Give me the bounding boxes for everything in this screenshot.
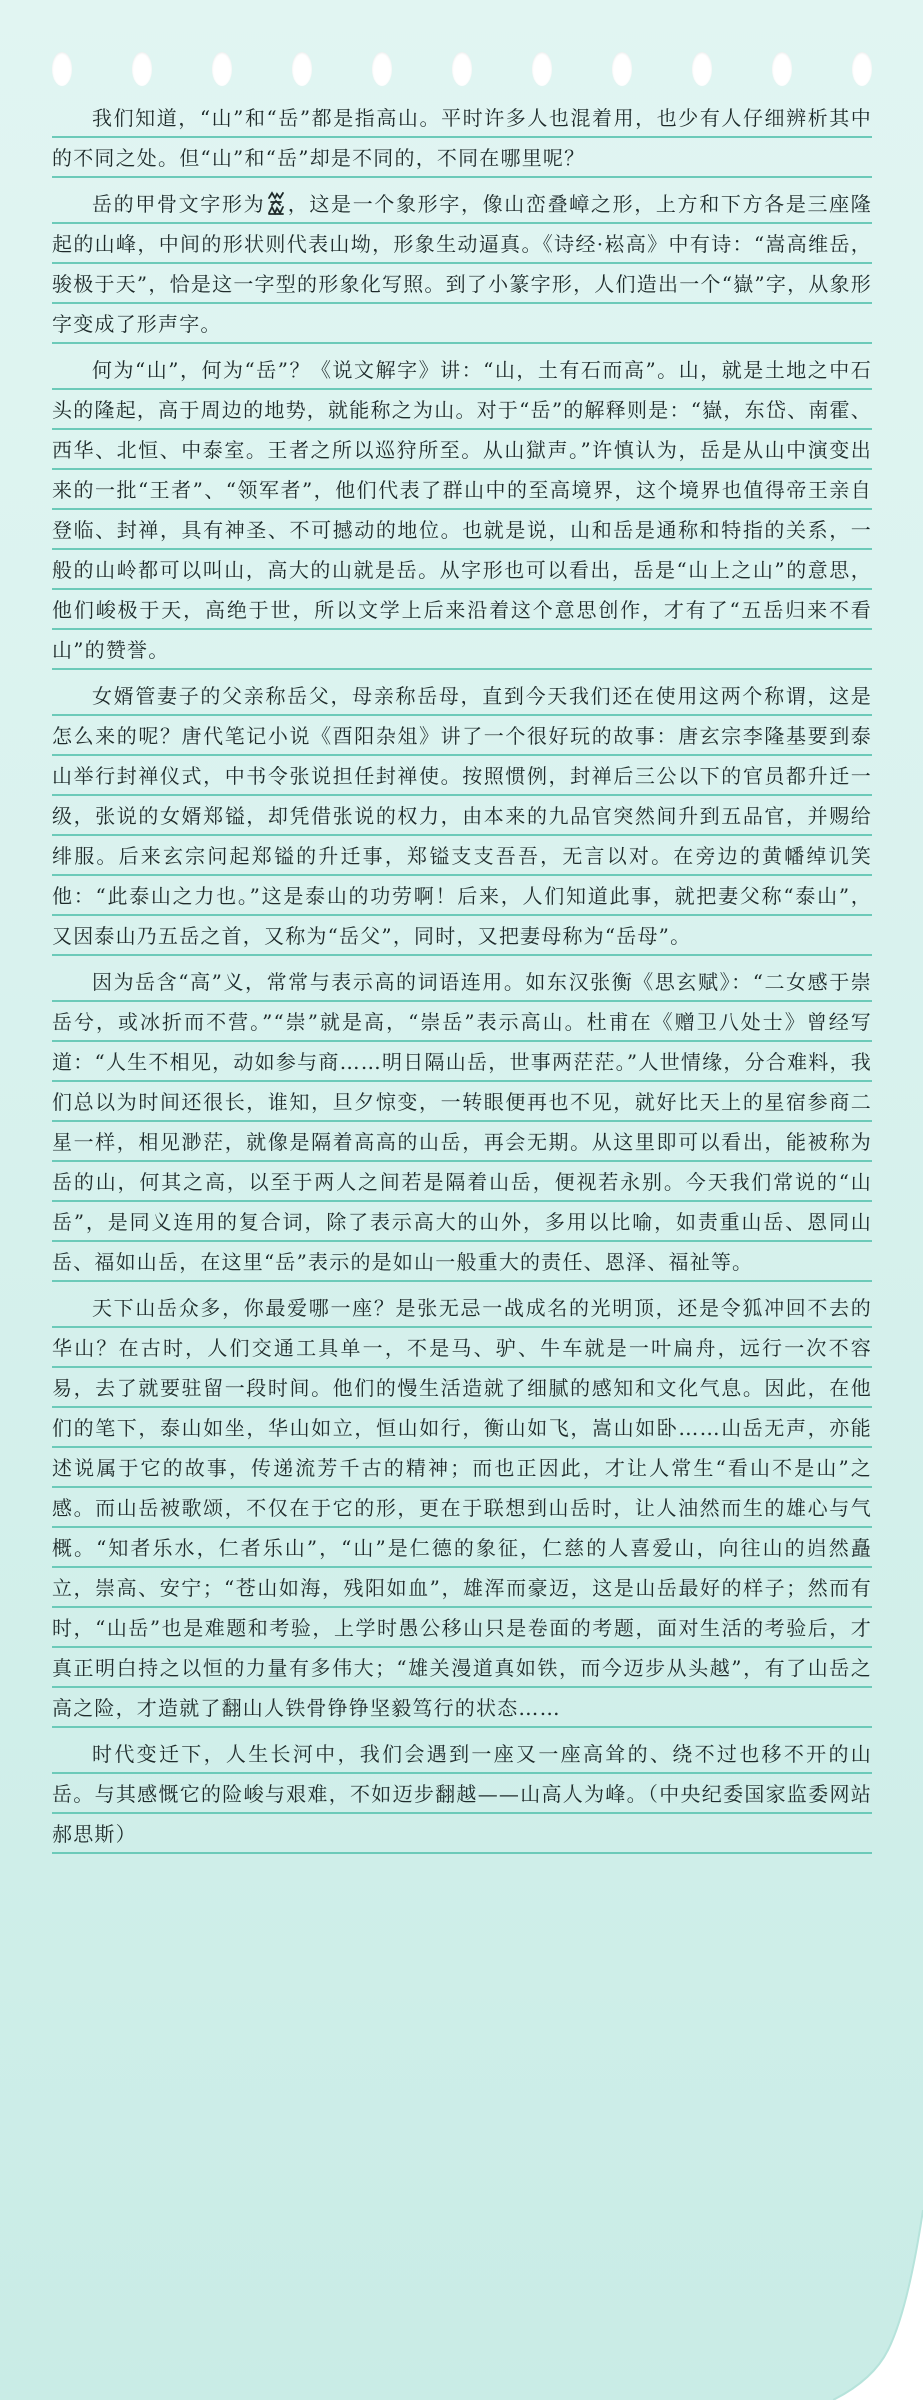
binder-hole (452, 52, 472, 86)
binder-hole (132, 52, 152, 86)
paragraph-favorite-mountain: 天下山岳众多，你最爱哪一座？是张无忌一战成名的光明顶，还是令狐冲回不去的华山？在古时，人们交通工具单一，不是马、驴、牛车就是一叶扁舟，远行一次不容易，去了就要驻留一段时间。他们的慢生活造就了细腻的感知和文化气息。因此，在他们的笔下，泰山如坐，华山如立，恒山如行，衡山如飞，嵩山如卧……山岳无声，亦能述说属于它的故事，传递流芳千古的精神；而也正因此，才让人常生“看山不是山”之感。而山岳被歌颂，不仅在于它的形，更在于联想到山岳时，让人油然而生的雄心与气概。“知者乐水，仁者乐山”，“山”是仁德的象征，仁慈的人喜爱山，向往山的岿然矗立，崇高、安宁；“苍山如海，残阳如血”，雄浑而豪迈，这是山岳最好的样子；然而有时，“山岳”也是难题和考验，上学时愚公移山只是卷面的考题，面对生活的考验后，才真正明白持之以恒的力量有多伟大；“雄关漫道真如铁，而今迈步从头越”，有了山岳之高之险，才造就了翻山人铁骨铮铮坚毅笃行的状态…… (52, 1288, 872, 1734)
paragraph-gao-meaning: 因为岳含“高”义，常常与表示高的词语连用。如东汉张衡《思玄赋》：“二女感于崇岳兮，或冰折而不营。”“崇”就是高，“崇岳”表示高山。杜甫在《赠卫八处士》曾经写道：“人生不相见，动如参与商……明日隔山岳，世事两茫茫。”人世情缘，分合难料，我们总以为时间还很长，谁知，旦夕惊变，一转眼便再也不见，就好比天上的星宿参商二星一样，相见渺茫，就像是隔着高高的山岳，再会无期。从这里即可以看出，能被称为岳的山，何其之高，以至于两人之间若是隔着山岳，便视若永别。今天我们常说的“山岳”，是同义连用的复合词，除了表示高大的山外，多用以比喻，如责重山岳、恩同山岳、福如山岳，在这里“岳”表示的是如山一般重大的责任、恩泽、福祉等。 (52, 962, 872, 1288)
binder-hole (292, 52, 312, 86)
article-body (52, 98, 894, 1860)
binder-hole (772, 52, 792, 86)
paragraph-shuowen: 何为“山”，何为“岳”？《说文解字》讲：“山，土有石而高”。山，就是土地之中石头的隆起，高于周边的地势，就能称之为山。对于“岳”的解释则是：“嶽，东岱、南霍、西华、北恒、中泰室。王者之所以巡狩所至。从山獄声。”许慎认为，岳是从山中演变出来的一批“王者”、“领军者”，他们代表了群山中的至高境界，这个境界也值得帝王亲自登临、封禅，具有神圣、不可撼动的地位。也就是说，山和岳是通称和特指的关系，一般的山岭都可以叫山，高大的山就是岳。从字形也可以看出，岳是“山上之山”的意思，他们峻极于天，高绝于世，所以文学上后来沿着这个意思创作，才有了“五岳归来不看山”的赞誉。 (52, 350, 872, 676)
paragraph-conclusion: 时代变迁下，人生长河中，我们会遇到一座又一座高耸的、绕不过也移不开的山岳。与其感慨它的险峻与艰难，不如迈步翻越——山高人为峰。（中央纪委国家监委网站 郝思斯） (52, 1734, 872, 1860)
binder-hole (852, 52, 872, 86)
binder-hole (372, 52, 392, 86)
binder-hole (212, 52, 232, 86)
page-curl (833, 2210, 923, 2400)
binder-hole (532, 52, 552, 86)
paragraph-oracle-bone-rest: ，这是一个象形字，像山峦叠嶂之形，上方和下方各是三座隆起的山峰，中间的形状则代表山坳，形象生动逼真。《诗经·崧高》中有诗：“嵩高维岳，骏极于天”，恰是这一字型的形象化写照。到了小篆字形，人们造出一个“嶽”字，从象形字变成了形声字。 (52, 192, 872, 336)
oracle-bone-yue-glyph-icon (267, 190, 285, 216)
binder-holes (52, 52, 872, 88)
binder-hole (52, 52, 72, 86)
binder-hole (692, 52, 712, 86)
paragraph-oracle-bone (52, 184, 872, 350)
paragraph-oracle-bone-lead: 岳的甲骨文字形为 (92, 192, 266, 216)
paragraph-intro: 我们知道，“山”和“岳”都是指高山。平时许多人也混着用，也少有人仔细辨析其中的不同之处。但“山”和“岳”却是不同的，不同在哪里呢？ (52, 98, 872, 184)
binder-hole (612, 52, 632, 86)
paragraph-yuefu: 女婿管妻子的父亲称岳父，母亲称岳母，直到今天我们还在使用这两个称谓，这是怎么来的呢？唐代笔记小说《酉阳杂俎》讲了一个很好玩的故事：唐玄宗李隆基要到泰山举行封禅仪式，中书令张说担任封禅使。按照惯例，封禅后三公以下的官员都升迁一级，张说的女婿郑镒，却凭借张说的权力，由本来的九品官突然间升到五品官，并赐给绯服。后来玄宗问起郑镒的升迁事，郑镒支支吾吾，无言以对。在旁边的黄幡绰讥笑他：“此泰山之力也。”这是泰山的功劳啊！后来，人们知道此事，就把妻父称“泰山”，又因泰山乃五岳之首，又称为“岳父”，同时，又把妻母称为“岳母”。 (52, 676, 872, 962)
